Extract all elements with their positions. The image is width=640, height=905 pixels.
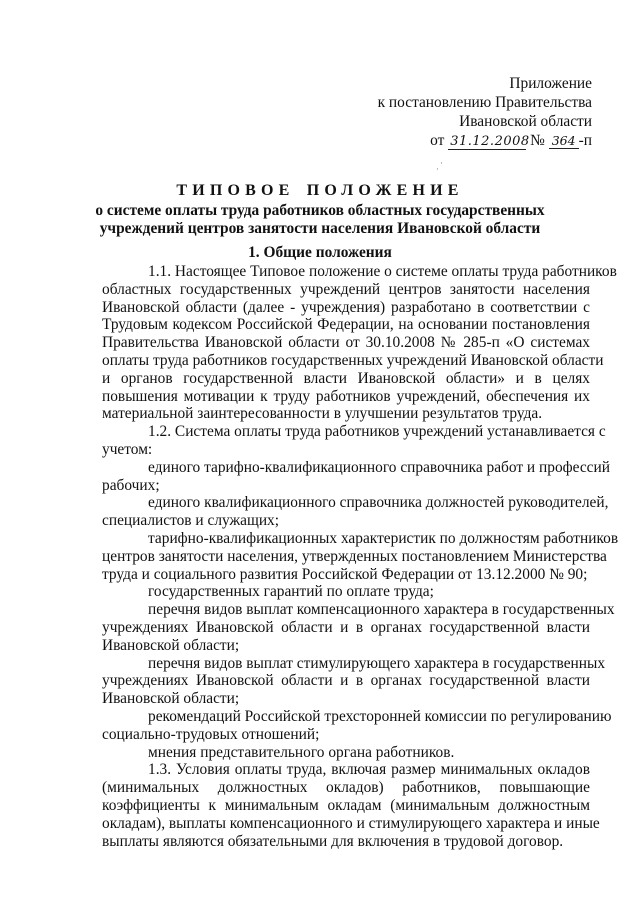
number-sign: № bbox=[530, 132, 545, 149]
appendix-reference: к постановлению Правительства bbox=[377, 94, 592, 111]
paragraph-line: повышения мотивации к труду работников учреждений, обеспечения их bbox=[102, 387, 590, 405]
paragraph bbox=[102, 583, 590, 601]
paragraph-line: 1.3. Условия оплаты труда, включая размер минимальных окладов bbox=[148, 761, 590, 779]
paragraph-line: Ивановской области (далее - учреждения) разработано в соответствии с bbox=[102, 298, 590, 316]
appendix-date-number-line bbox=[378, 131, 592, 150]
paragraph-line: учреждениях Ивановской области и в органах государственной власти bbox=[102, 618, 590, 636]
paragraph-line: труда и социального развития Российской Федерации от 13.12.2000 № 90; bbox=[102, 565, 588, 583]
paragraph bbox=[102, 529, 619, 583]
paragraph-line: учетом: bbox=[102, 440, 153, 458]
paragraph-line: Ивановской области; bbox=[102, 690, 240, 708]
paragraph-line: учреждениях Ивановской области и в органах государственной власти bbox=[102, 672, 590, 690]
paragraph-line: Трудовым кодексом Российской Федерации, на основании постановления bbox=[102, 316, 590, 334]
number-suffix: -п bbox=[578, 132, 592, 149]
paragraph-line: специалистов и служащих; bbox=[102, 512, 280, 530]
paragraph-line: материальной заинтересованности в улучшении результатов труда. bbox=[102, 405, 543, 423]
paragraph-line: областных государственных учреждений центров занятости населения bbox=[102, 280, 590, 298]
scan-speck: · bbox=[436, 164, 439, 174]
section-heading: 1. Общие положения bbox=[248, 244, 392, 261]
paragraph-line: 1.1. Настоящее Типовое положение о системе оплаты труда работников bbox=[148, 263, 617, 280]
appendix-header bbox=[378, 74, 592, 150]
paragraph bbox=[102, 494, 609, 530]
paragraph-line: рабочих; bbox=[102, 476, 160, 494]
paragraph bbox=[102, 458, 610, 495]
paragraph-line: перечня видов выплат стимулирующего характера в государственных bbox=[148, 654, 606, 672]
paragraph-line: Правительства Ивановской области от 30.10.2008 № 285-п «О системах bbox=[102, 334, 590, 352]
paragraph bbox=[102, 601, 615, 654]
paragraph-line: мнения представительного органа работников. bbox=[148, 743, 455, 761]
document-body bbox=[102, 263, 619, 850]
paragraph bbox=[102, 423, 606, 459]
paragraph-line: и органов государственной власти Ивановской области» и в целях bbox=[102, 369, 590, 387]
paragraph-line: тарифно-квалификационных характеристик по должностям работников bbox=[148, 529, 619, 547]
paragraph-line: социально-трудовых отношений; bbox=[102, 725, 320, 743]
document-title: ТИПОВОЕ ПОЛОЖЕНИЕ bbox=[176, 182, 464, 199]
paragraph-line: рекомендаций Российской трехсторонней комиссии по регулированию bbox=[148, 707, 612, 725]
paragraph bbox=[102, 707, 612, 744]
paragraph-line: окладам), выплаты компенсационного и стимулирующего характера и иные bbox=[102, 814, 600, 832]
paragraph-line: Ивановской области; bbox=[102, 636, 240, 654]
paragraph bbox=[102, 744, 590, 762]
document-subtitle bbox=[60, 202, 580, 238]
appendix-region: Ивановской области bbox=[459, 113, 592, 130]
paragraph-line: центров занятости населения, утвержденных постановлением Министерства bbox=[102, 547, 607, 565]
paragraph-line: перечня видов выплат компенсационного характера в государственных bbox=[148, 601, 615, 619]
paragraph-line: единого квалификационного справочника должностей руководителей, bbox=[148, 494, 609, 512]
scan-speck: · bbox=[440, 158, 443, 168]
paragraph-line: оплаты труда работников государственных учреждений Ивановской области bbox=[102, 351, 604, 369]
handwritten-date: 31.12.2008 bbox=[450, 134, 530, 149]
paragraph-line: выплаты являются обязательными для включения в трудовой договор. bbox=[102, 832, 564, 850]
paragraph-line: коэффициенты к минимальным окладам (минимальным должностным bbox=[102, 796, 590, 814]
subtitle-line: учреждений центров занятости населения Ивановской области bbox=[99, 220, 541, 237]
date-prefix: от bbox=[430, 132, 445, 149]
paragraph bbox=[102, 263, 617, 423]
paragraph-line: государственных гарантий по оплате труда; bbox=[148, 583, 434, 601]
handwritten-number: 364 bbox=[549, 133, 579, 149]
paragraph-line: (минимальных должностных окладов) работников, повышающие bbox=[102, 779, 590, 797]
paragraph-line: 1.2. Система оплаты труда работников учреждений устанавливается с bbox=[148, 423, 606, 441]
paragraph bbox=[102, 761, 600, 850]
paragraph bbox=[102, 654, 606, 708]
paragraph-line: единого тарифно-квалификационного справочника работ и профессий bbox=[148, 458, 610, 476]
appendix-title: Приложение bbox=[509, 75, 592, 92]
subtitle-line: о системе оплаты труда работников областных государственных bbox=[95, 202, 545, 219]
